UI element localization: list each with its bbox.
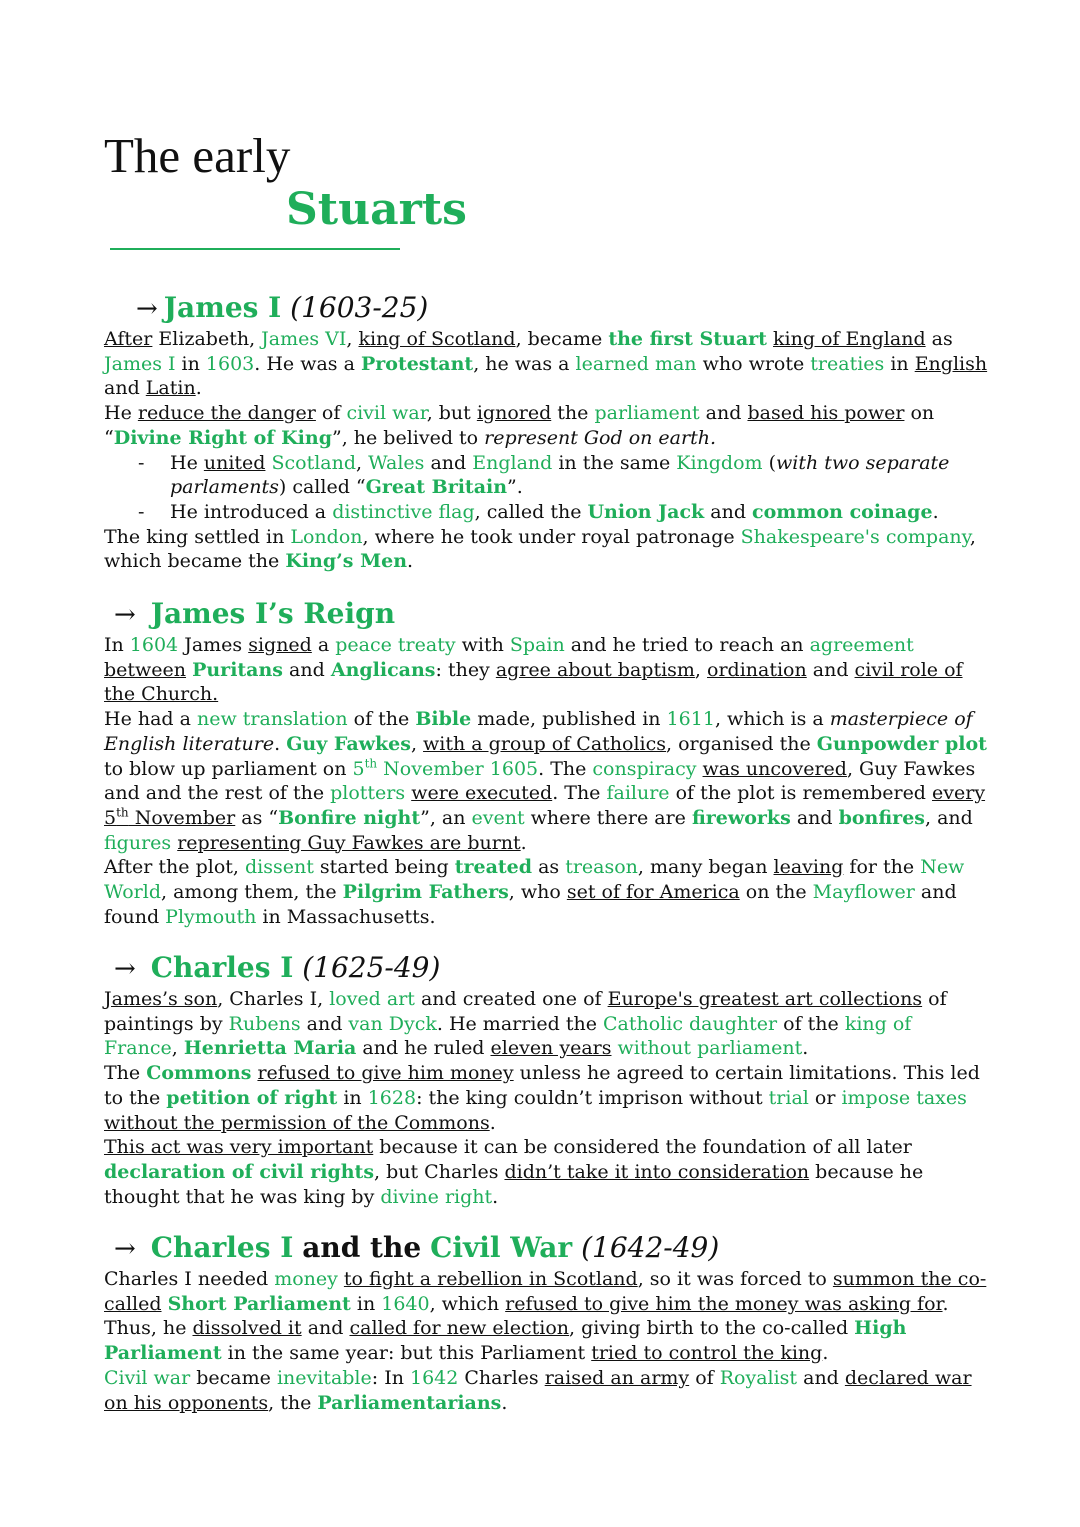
title-divider <box>110 248 400 250</box>
arrow-icon: → <box>136 294 158 324</box>
title-line-1: The early <box>104 128 291 183</box>
heading-dates: (1625-49) <box>302 951 441 984</box>
section-james-i <box>104 290 989 574</box>
heading-name-2: Civil War <box>430 1231 573 1264</box>
heading-name: James I <box>163 291 282 324</box>
paragraph: James’s son, Charles I, loved art and created one of Europe's greatest art collections of paintings by Rubens and van Dyck. He married the Catholic daughter of the king of France, Henrietta Maria and he ruled eleven years without parliament. <box>104 988 947 1060</box>
paragraph: In 1604 James signed a peace treaty with Spain and he tried to reach an agreement between Puritans and Anglicans: they agree about baptism, ordination and civil role of the Church. <box>104 634 963 706</box>
paragraph: Charles I needed money to fight a rebellion in Scotland, so it was forced to summon the co-called Short Parliament in 1640, which refused to give him the money was asking for. Thus, he dissolved it and called for new election, giving birth to the co-called High Parliament in the same year: but this Parliament tried to control the king. <box>104 1268 987 1365</box>
section-body <box>104 987 989 1209</box>
paragraph: Civil war became inevitable: In 1642 Charles raised an army of Royalist and declared war on his opponents, the Parliamentarians. <box>104 1366 972 1414</box>
section-james-i-reign <box>104 596 989 929</box>
arrow-icon: → <box>114 954 136 984</box>
arrow-icon: → <box>114 600 136 630</box>
heading-name: Charles I <box>150 951 294 984</box>
paragraph: He reduce the danger of civil war, but ignored the parliament and based his power on “Divine Right of King”, he belived to represent God on earth. <box>104 402 935 449</box>
arrow-icon: → <box>114 1234 136 1264</box>
heading-connector: and the <box>302 1231 422 1264</box>
paragraph: The king settled in London, where he took under royal patronage Shakespeare's company, which became the King’s Men. <box>104 525 976 573</box>
list-item: - He introduced a distinctive flag, called the Union Jack and common coinage. <box>138 500 939 523</box>
section-body <box>104 327 989 574</box>
section-charles-i <box>104 950 989 1209</box>
section-heading <box>104 950 989 987</box>
heading-name: Charles I <box>150 1231 294 1264</box>
paragraph: After Elizabeth, James VI, king of Scotland, became the first Stuart king of England as James I in 1603. He was a Protestant, he was a learned man who wrote treaties in English and Latin. <box>104 328 988 400</box>
heading-dates: (1603-25) <box>290 291 429 324</box>
paragraph: This act was very important because it can be considered the foundation of all later declaration of civil rights, but Charles didn’t take it into consideration because he thought that he was king by divine right. <box>104 1136 924 1208</box>
paragraph: The Commons refused to give him money unless he agreed to certain limitations. This led to the petition of right in 1628: the king couldn’t imprison without trial or impose taxes without the permission of the Commons. <box>104 1062 980 1134</box>
title-line-2: Stuarts <box>286 184 467 235</box>
section-body <box>104 1267 989 1415</box>
paragraph: After the plot, dissent started being treated as treason, many began leaving for the New World, among them, the Pilgrim Fathers, who set of for America on the Mayflower and found Plymouth in Massachusetts. <box>104 856 965 928</box>
heading-name: James I’s Reign <box>150 597 396 630</box>
section-heading <box>104 290 989 327</box>
section-heading <box>104 1230 989 1267</box>
heading-dates: (1642-49) <box>581 1231 720 1264</box>
section-heading <box>104 596 989 633</box>
paragraph: He had a new translation of the Bible made, published in 1611, which is a masterpiece of English literature. Guy Fawkes, with a group of Catholics, organised the Gunpowder plot to blow up parliament on 5th November 1605. The conspiracy was uncovered, Guy Fawkes and and the rest of the plotters were executed. The failure of the plot is remembered every 5th November as “Bonfire night”, an event where there are fireworks and bonfires, and figures representing Guy Fawkes are burnt. <box>104 708 987 854</box>
section-body <box>104 633 989 929</box>
section-charles-i-civil-war <box>104 1230 989 1415</box>
list-item: - He united Scotland, Wales and England in the same Kingdom (with two separate parlaments) called “Great Britain”. <box>138 451 950 499</box>
